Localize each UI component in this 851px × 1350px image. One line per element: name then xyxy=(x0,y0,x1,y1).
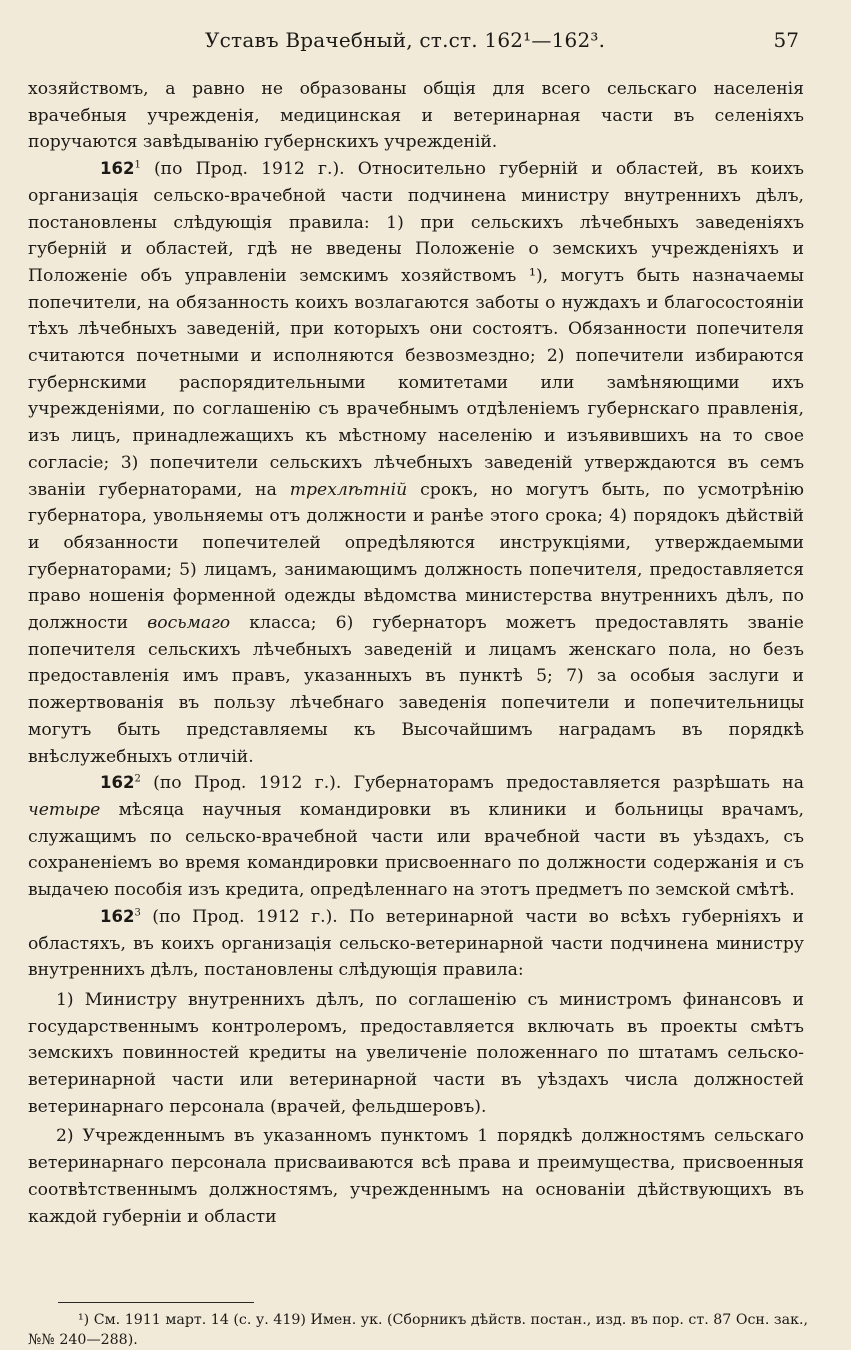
article-text: (по Прод. 1912 г.). По ветеринарной части во всѣхъ губерніяхъ и областяхъ, въ коихъ организація сельско-ветеринарной части подчинена министру внутреннихъ дѣлъ, постановлены слѣдующія правила: xyxy=(28,906,804,981)
rule-item-1: 1) Министру внутреннихъ дѣлъ, по соглашенію съ министромъ финансовъ и государственнымъ контролеромъ, предоставляется включать въ проекты смѣтъ земскихъ повинностей кредиты на увеличеніе положеннаго по штатамъ сельско-ветеринарной части или ветеринарной части въ уѣздахъ числа должностей ветеринарнаго персонала (врачей, фельдшеровъ). xyxy=(28,989,804,1117)
article-number: 162 xyxy=(100,159,135,179)
article-162-1 xyxy=(28,156,804,770)
article-number: 162 xyxy=(100,906,135,926)
footnote-text: ¹) См. 1911 март. 14 (с. у. 419) Имен. ук. (Сборникъ дѣйств. постан., изд. въ пор. ст. 87 Осн. зак., №№ 240—288). xyxy=(28,1312,808,1348)
main-text xyxy=(28,76,804,1230)
article-superscript: 1 xyxy=(134,159,141,171)
footnote xyxy=(28,1310,808,1350)
rule-item-2: 2) Учрежденнымъ въ указанномъ пунктомъ 1 порядкѣ должностямъ сельскаго ветеринарнаго персонала присваиваются всѣ права и преимущества, присвоенныя соотвѣтственнымъ должностямъ, учрежденнымъ на основаніи дѣйствующихъ въ каждой губерніи и области xyxy=(28,1126,804,1227)
article-text: мѣсяца научныя командировки въ клиники и больницы врачамъ, служащимъ по сельско-врачебной части или врачебной части въ уѣздахъ, съ сохраненіемъ во время командировки присвоеннаго по должности содержанія и съ выдачею пособія изъ кредита, опредѣленнаго на этотъ предметъ по земской смѣтѣ. xyxy=(28,799,804,901)
emphasis-text: трехлѣтній xyxy=(289,479,408,500)
page-number: 57 xyxy=(773,28,799,52)
article-text: класса; 6) губернаторъ можетъ предоставлять званіе попечителя сельскихъ лѣчебныхъ заведеній и лицамъ женскаго пола, но безъ предоставленія имъ правъ, указанныхъ въ пунктѣ 5; 7) за особыя заслуги и пожертвованія въ пользу лѣчебнаго заведенія попечители и попечительницы могутъ быть представляемы къ Высочайшимъ наградамъ въ порядкѣ внѣслужебныхъ отличій. xyxy=(28,613,804,767)
article-text: (по Прод. 1912 г.). Губернаторамъ предоставляется разрѣшать на xyxy=(140,773,804,794)
running-title: Уставъ Врачебный, ст.ст. 162¹—162³. xyxy=(205,28,606,52)
article-162-3 xyxy=(28,904,804,984)
article-superscript: 2 xyxy=(134,773,141,785)
page-header xyxy=(0,28,851,58)
article-number: 162 xyxy=(100,773,135,793)
article-162-2 xyxy=(28,770,804,904)
article-superscript: 3 xyxy=(134,907,141,919)
emphasis-text: восьмаго xyxy=(147,613,231,634)
paragraph-continuation: хозяйствомъ, а равно не образованы общія для всего сельскаго населенія врачебныя учрежденія, медицинская и ветеринарная части въ селеніяхъ поручаются завѣдыванію губернскихъ учрежденій. xyxy=(28,79,804,153)
article-text: срокъ, но могутъ быть, по усмотрѣнію губернатора, увольняемы отъ должности и ранѣе этого срока; 4) порядокъ дѣйствій и обязанности попечителей опредѣляются инструкціями, утверждаемыми губернаторами; 5) лицамъ, занимающимъ должность попечителя, предоставляется право ношенія форменной одежды вѣдомства министерства внутреннихъ дѣлъ, по должности xyxy=(28,479,804,634)
footnote-divider xyxy=(58,1302,254,1303)
article-text: (по Прод. 1912 г.). Относительно губерній и областей, въ коихъ организація сельско-врачебной части подчинена министру внутреннихъ дѣлъ, постановлены слѣдующія правила: 1) при сельскихъ лѣчебныхъ заведеніяхъ губерній и областей, гдѣ не введены Положеніе о земскихъ учрежденіяхъ и Положеніе объ управленіи земскимъ хозяйствомъ ¹), могутъ быть назначаемы попечители, на обязанность коихъ возлагаются заботы о нуждахъ и благосостояніи тѣхъ лѣчебныхъ заведеній, при которыхъ они состоятъ. Обязанности попечителя считаются почетными и исполняются безвозмездно; 2) попечители избираются губернскими распорядительными комитетами или замѣняющими ихъ учрежденіями, по соглашенію съ врачебнымъ отдѣленіемъ губернскаго правленія, изъ лицъ, принадлежащихъ къ мѣстному населенію и изъявившихъ на то свое согласіе; 3) попечители сельскихъ лѣчебныхъ заведеній утверждаются въ семъ званіи губернаторами, на xyxy=(28,159,804,500)
emphasis-text: четыре xyxy=(28,799,101,820)
